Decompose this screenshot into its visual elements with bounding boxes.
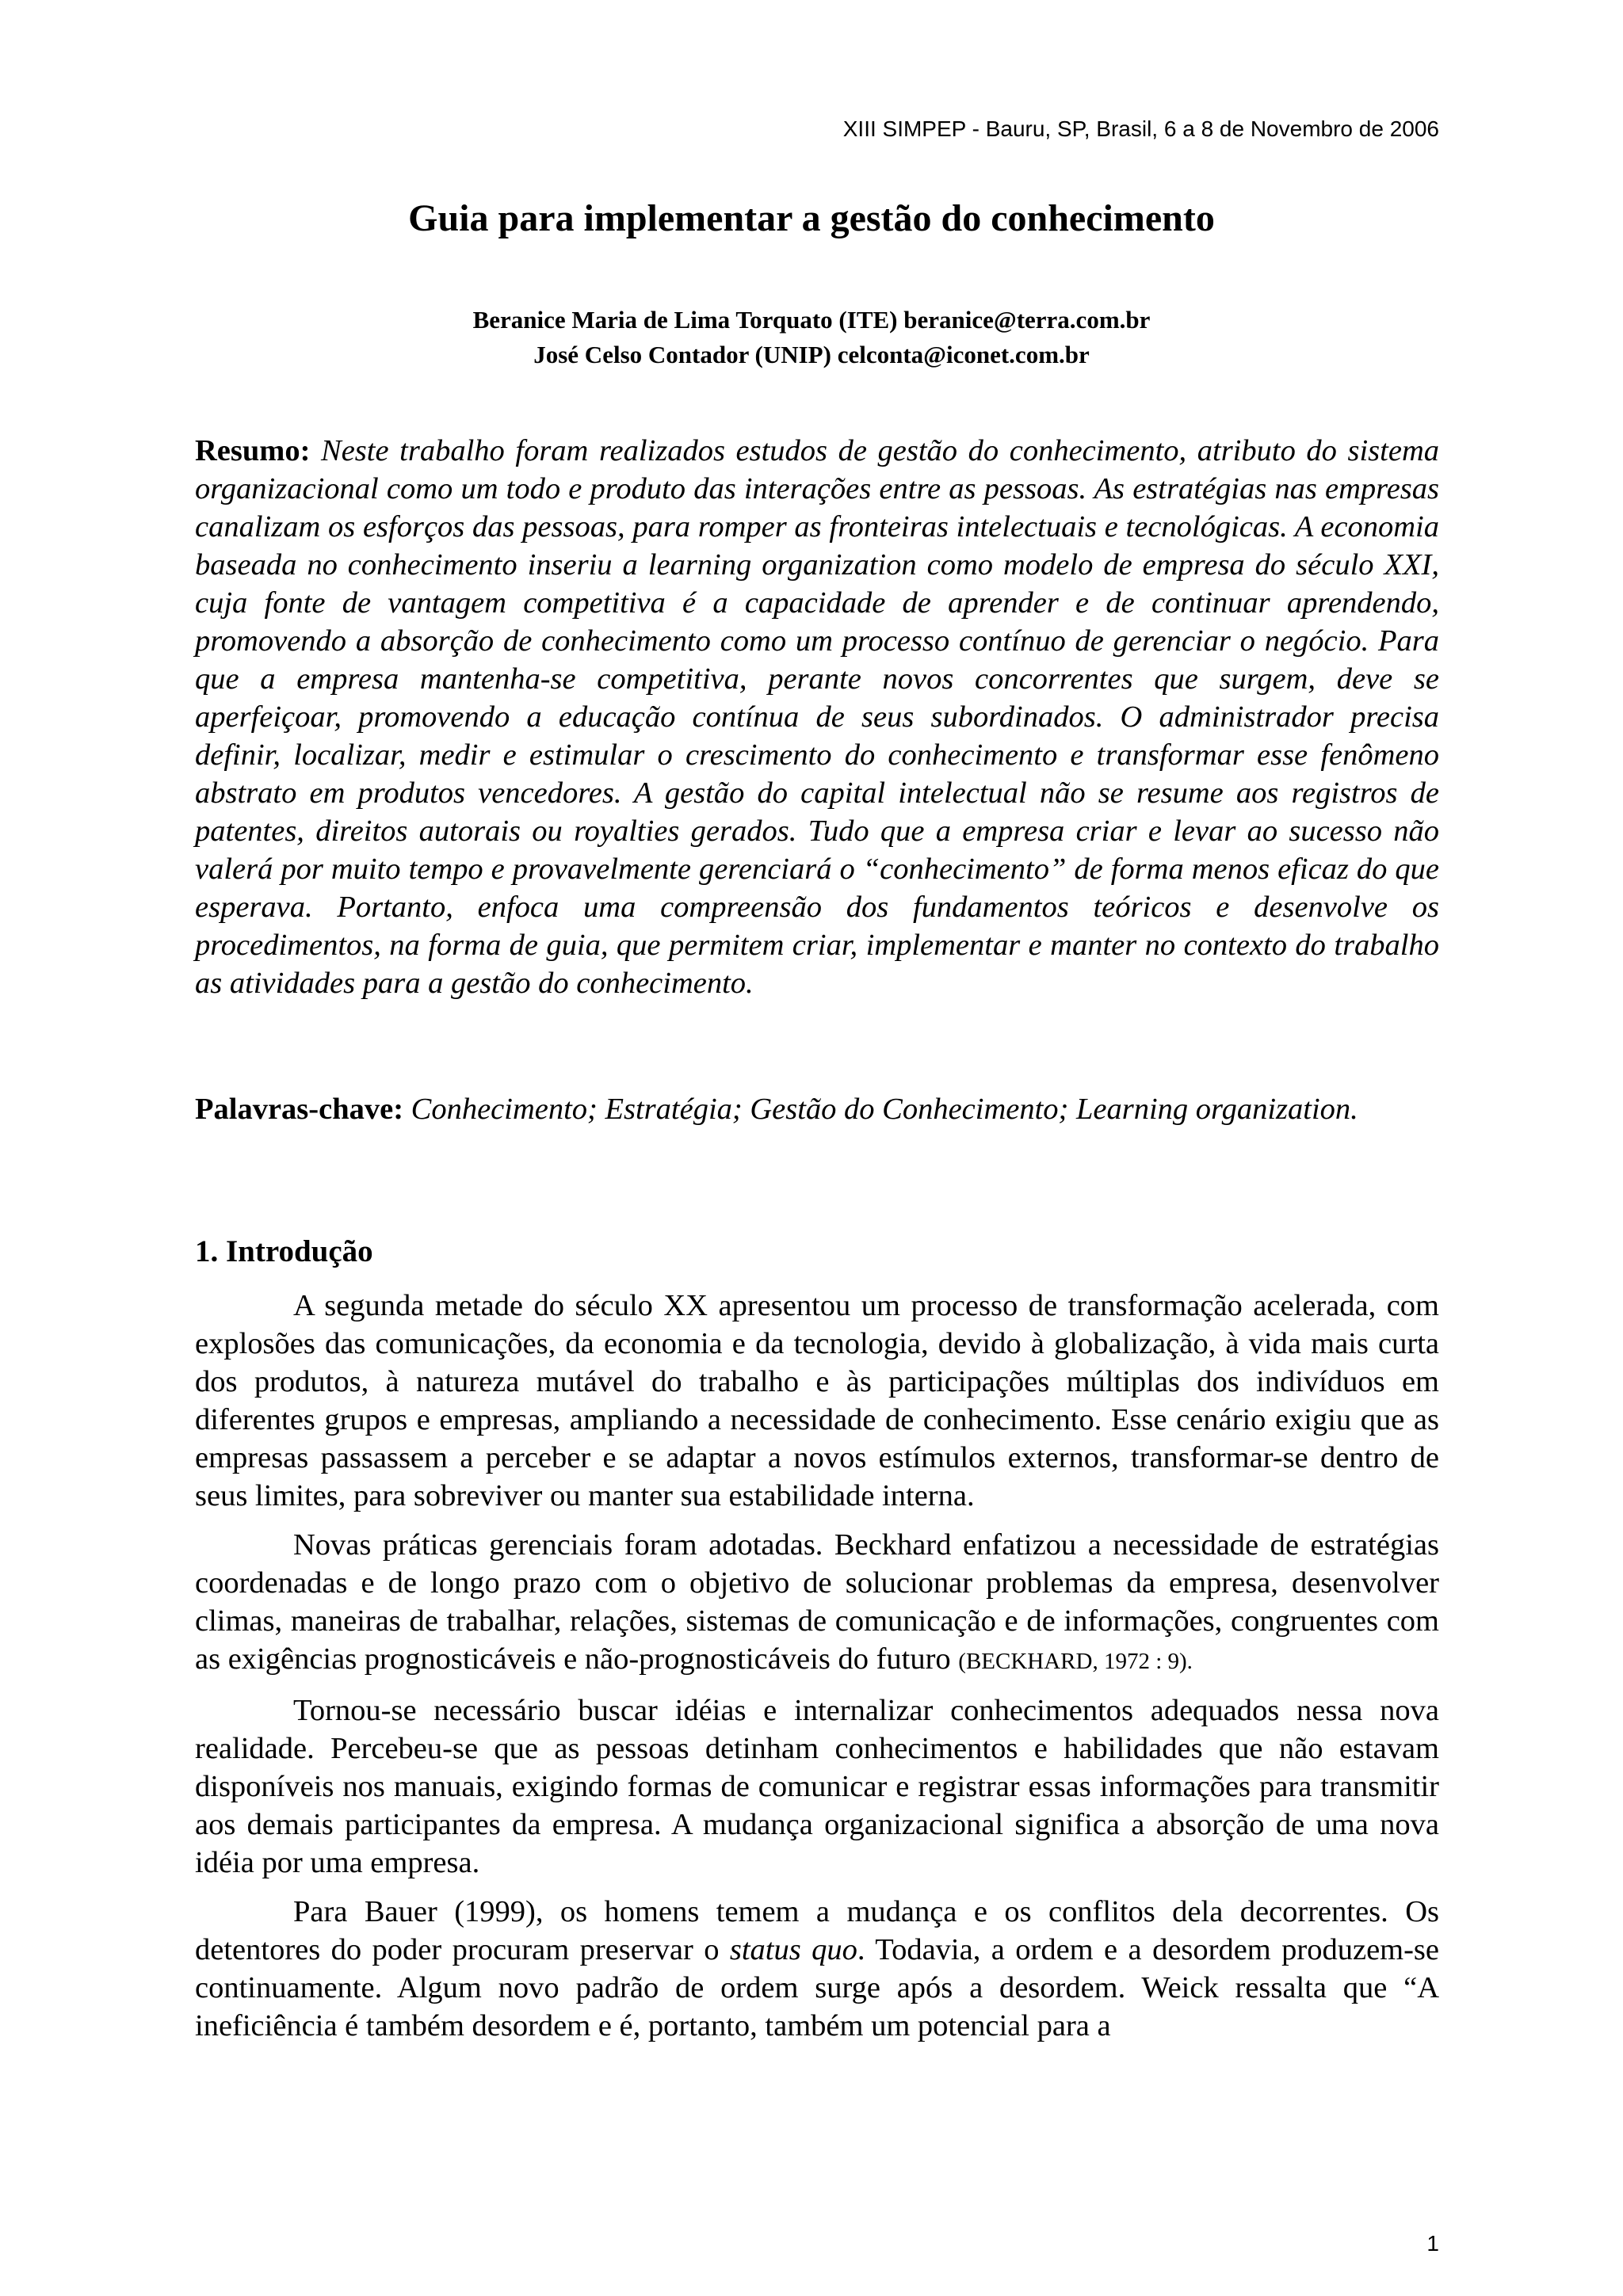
paragraph bbox=[195, 1893, 1439, 2045]
author-line: Beranice Maria de Lima Torquato (ITE) beranice@terra.com.br bbox=[472, 306, 1151, 334]
paragraph-text: . Todavia, a ordem e a desordem produzem-se continuamente. Algum novo padrão de ordem surge após a desordem. Weick ressalta que “A ineficiência é também desordem e é, portanto, também um potencial para a bbox=[195, 1933, 1439, 2042]
keywords bbox=[195, 1090, 1439, 1128]
paragraph bbox=[195, 1526, 1439, 1680]
keywords-label: Palavras-chave: bbox=[195, 1093, 404, 1126]
paragraph: Tornou-se necessário buscar idéias e internalizar conhecimentos adequados nessa nova realidade. Percebeu-se que as pessoas detinham conhecimentos e habilidades que não estavam disponíveis nos manuais, exigindo formas de comunicar e registrar essas informações para transmitir aos demais participantes da empresa. A mudança organizacional significa a absorção de uma nova idéia por uma empresa. bbox=[195, 1694, 1439, 1879]
emphasis-text: status quo bbox=[729, 1933, 857, 1966]
section-body bbox=[195, 1287, 1439, 2056]
section-heading: 1. Introdução bbox=[195, 1234, 373, 1268]
citation: (BECKHARD, 1972 : 9). bbox=[958, 1649, 1193, 1674]
author-line: José Celso Contador (UNIP) celconta@iconet.com.br bbox=[533, 341, 1090, 368]
abstract bbox=[195, 432, 1439, 1002]
page-number: 1 bbox=[1426, 2231, 1439, 2256]
abstract-label: Resumo: bbox=[195, 434, 311, 467]
abstract-text: Neste trabalho foram realizados estudos de gestão do conhecimento, atributo do sistema organizacional como um todo e produto das interações entre as pessoas. As estratégias nas empresas canalizam os esforços das pessoas, para romper as fronteiras intelectuais e tecnológicas. A economia baseada no conhecimento inseriu a learning organization como modelo de empresa do século XXI, cuja fonte de vantagem competitiva é a capacidade de aprender e de continuar aprendendo, promovendo a absorção de conhecimento como um processo contínuo de gerenciar o negócio. Para que a empresa mantenha-se competitiva, perante novos concorrentes que surgem, deve se aperfeiçoar, promovendo a educação contínua de seus subordinados. O administrador precisa definir, localizar, medir e estimular o crescimento do conhecimento e transformar esse fenômeno abstrato em produtos vencedores. A gestão do capital intelectual não se resume aos registros de patentes, direitos autorais ou royalties gerados. Tudo que a empresa criar e levar ao sucesso não valerá por muito tempo e provavelmente gerenciará o “conhecimento” de forma menos eficaz do que esperava. Portanto, enfoca uma compreensão dos fundamentos teóricos e desenvolve os procedimentos, na forma de guia, que permitem criar, implementar e manter no contexto do trabalho as atividades para a gestão do conhecimento. bbox=[195, 434, 1440, 1000]
conference-header: XIII SIMPEP - Bauru, SP, Brasil, 6 a 8 de Novembro de 2006 bbox=[842, 116, 1439, 141]
paragraph: A segunda metade do século XX apresentou um processo de transformação acelerada, com explosões das comunicações, da economia e da tecnologia, devido à globalização, à vida mais curta dos produtos, à natureza mutável do trabalho e às participações múltiplas dos indivíduos em diferentes grupos e empresas, ampliando a necessidade de conhecimento. Esse cenário exigiu que as empresas passassem a perceber e se adaptar a novos estímulos externos, transformar-se dentro de seus limites, para sobreviver ou manter sua estabilidade interna. bbox=[195, 1289, 1439, 1512]
paragraph-text: Novas práticas gerenciais foram adotadas. Beckhard enfatizou a necessidade de estratégias coordenadas e de longo prazo com o objetivo de solucionar problemas da empresa, desenvolver climas, maneiras de trabalhar, relações, sistemas de comunicação e de informações, congruentes com as exigências prognosticáveis e não-prognosticáveis do futuro bbox=[195, 1528, 1439, 1676]
keywords-text: Conhecimento; Estratégia; Gestão do Conhecimento; Learning organization. bbox=[411, 1093, 1358, 1126]
author-list bbox=[0, 303, 1623, 372]
paper-title: Guia para implementar a gestão do conhecimento bbox=[408, 197, 1215, 239]
paragraph-text: Para Bauer (1999), os homens temem a mudança e os conflitos dela decorrentes. Os detentores do poder procuram preservar o bbox=[195, 1895, 1439, 1966]
